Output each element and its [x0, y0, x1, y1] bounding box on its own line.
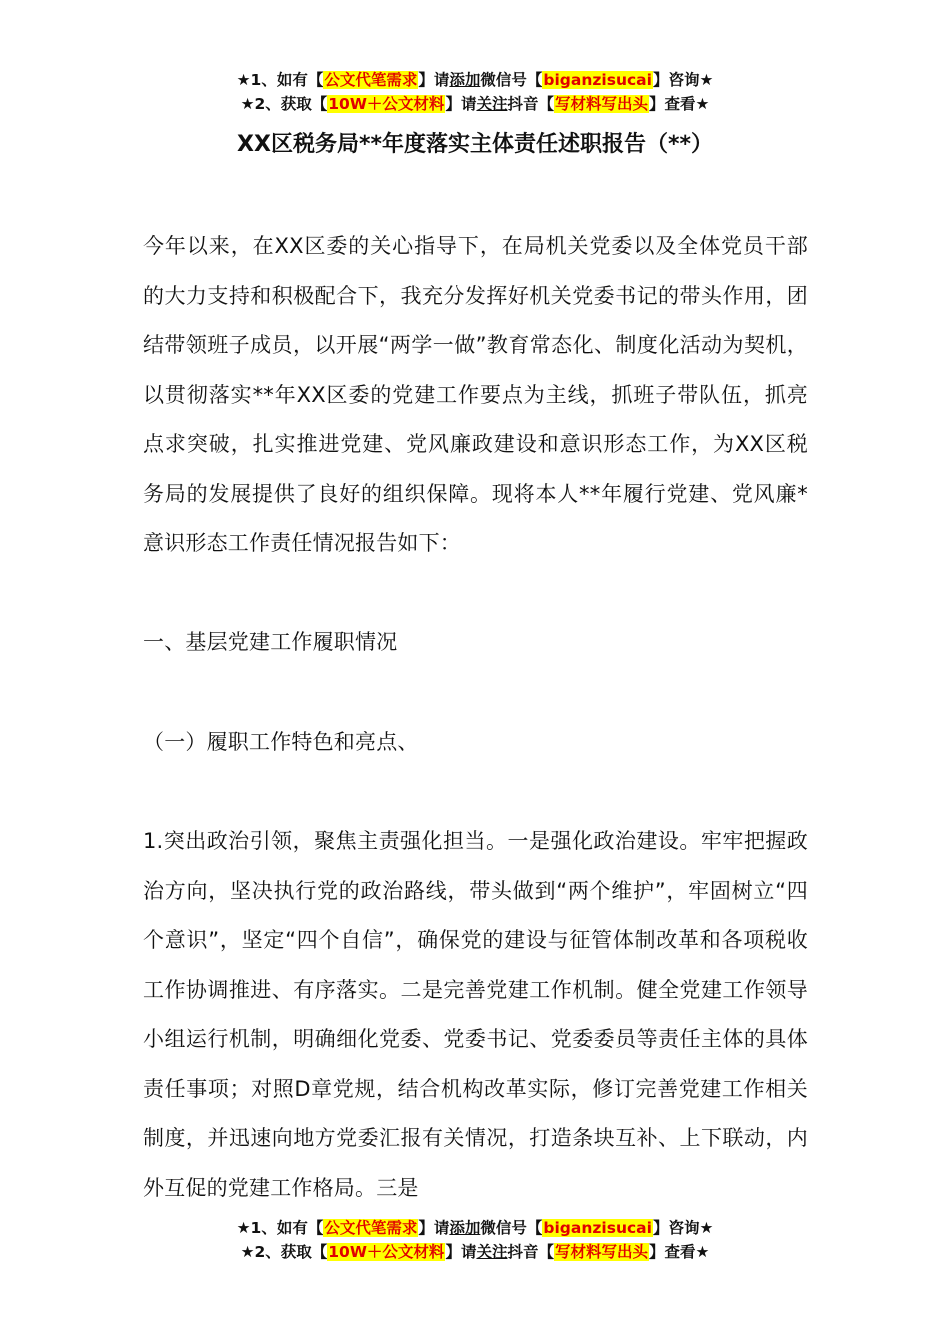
subsection-heading — [143, 718, 808, 768]
promo-line-2 — [0, 1240, 950, 1264]
promo-text: 】咨询★ — [652, 71, 714, 89]
paragraph-text: 1.突出政治引领，聚焦主责强化担当。一是强化政治建设。牢牢把握政治方向，坚决执行党的政治路线，带头做到“两个维护”，牢固树立“四个意识”，坚定“四个自信”，确保党的建设与征管体制改革和各项税收工作协调推进、有序落实。二是完善党建工作机制。健全党建工作领导小组运行机制，明确细化党委、党委书记、党委委员等责任主体的具体责任事项；对照D章党规，结合机构改革实际，修订完善党建工作相关制度，并迅速向地方党委汇报有关情况，打造条块互补、上下联动，内外互促的党建工作格局。三是 — [143, 829, 808, 1200]
promo-underline: 关注 — [476, 1243, 508, 1261]
promo-text: 】查看★ — [649, 95, 710, 113]
promo-highlight: biganzisucai — [543, 1219, 652, 1237]
promo-text: ★1、如有【 — [236, 1219, 324, 1237]
promo-text: ★1、如有【 — [236, 71, 324, 89]
promo-text: 抖音【 — [507, 1243, 554, 1261]
promo-highlight: 写材料写出头 — [554, 1243, 648, 1261]
promo-text: 微信号【 — [480, 1219, 543, 1237]
heading-text: 一、基层党建工作履职情况 — [143, 630, 398, 654]
promo-line-2 — [0, 92, 950, 116]
promo-text: 】咨询★ — [652, 1219, 714, 1237]
promo-text: 】请 — [418, 1219, 450, 1237]
promo-banner-top — [0, 68, 950, 116]
promo-text: ★2、获取【 — [240, 1243, 328, 1261]
paragraph-intro — [143, 222, 808, 569]
heading-text: （一）履职工作特色和亮点、 — [143, 730, 419, 754]
promo-text: 】请 — [445, 1243, 477, 1261]
paragraph-text: 今年以来，在XX区委的关心指导下，在局机关党委以及全体党员干部的大力支持和积极配合下，我充分发挥好机关党委书记的带头作用，团结带领班子成员，以开展“两学一做”教育常态化、制度化活动为契机，以贯彻落实**年XX区委的党建工作要点为主线，抓班子带队伍，抓亮点求突破，扎实推进党建、党风廉政建设和意识形态工作，为XX区税务局的发展提供了良好的组织保障。现将本人**年履行党建、党风廉*意识形态工作责任情况报告如下： — [143, 234, 808, 555]
promo-text: 】请 — [418, 71, 450, 89]
section-heading — [143, 618, 808, 668]
promo-text: 】查看★ — [649, 1243, 710, 1261]
promo-line-1 — [0, 1216, 950, 1240]
promo-highlight: 公文代笔需求 — [324, 71, 418, 89]
promo-highlight: 10W＋公文材料 — [328, 95, 445, 113]
promo-underline: 添加 — [449, 71, 481, 89]
promo-highlight: biganzisucai — [543, 71, 652, 89]
promo-highlight: 公文代笔需求 — [324, 1219, 418, 1237]
promo-highlight: 写材料写出头 — [554, 95, 648, 113]
promo-underline: 添加 — [449, 1219, 481, 1237]
promo-line-1 — [0, 68, 950, 92]
paragraph-item-1 — [143, 817, 808, 1213]
promo-text: ★2、获取【 — [240, 95, 328, 113]
promo-banner-bottom — [0, 1216, 950, 1264]
document-title: XX区税务局**年度落实主体责任述职报告（**） — [237, 132, 713, 157]
promo-highlight: 10W＋公文材料 — [328, 1243, 445, 1261]
promo-underline: 关注 — [476, 95, 508, 113]
promo-text: 微信号【 — [480, 71, 543, 89]
promo-text: 抖音【 — [507, 95, 554, 113]
promo-text: 】请 — [445, 95, 477, 113]
